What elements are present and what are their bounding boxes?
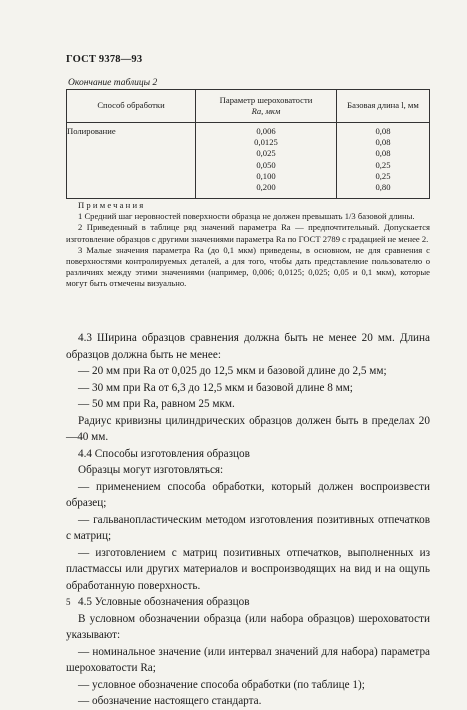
list-item: — 30 мм при Ra от 6,3 до 12,5 мкм и базовой длине 8 мм; (78, 381, 353, 394)
table-cell-method: Полирование (67, 123, 196, 199)
list-item: — 50 мм при Ra, равном 25 мкм. (78, 398, 235, 410)
table-row (67, 123, 430, 199)
note-3: 3 Малые значения параметра Ra (до 0,1 мкм) приведены, в основном, не для сравнения с поверхностями контролируемых деталей, а для того, чтобы дать представление пользователю о различиях между этими значениями (например, 0,006; 0,0125; 0,025; 0,05 и 0,1 мкм), которые могут быть отмечены визуально. (66, 244, 430, 289)
column-header-method: Способ обработки (67, 90, 196, 123)
paragraph: В условном обозначении образца (или набора образцов) шероховатости указывают: (66, 612, 430, 641)
column-header-ra: Параметр шероховатости Ra, мкм (196, 90, 337, 123)
notes-block (66, 200, 430, 290)
note-1: 1 Средний шаг неровностей поверхности образца не должен превышать 1/3 базовой длины. (78, 211, 415, 222)
list-item: — гальванопластическим методом изготовления позитивных отпечатков с матриц; (66, 513, 430, 542)
roughness-table (66, 89, 430, 199)
list-item: — применением способа обработки, который должен воспроизвести образец; (66, 480, 430, 509)
list-item: — изготовлением с матриц позитивных отпечатков, выполненных из пластмассы или других материалов и воспроизводящих на вид и на ощупь обработанную поверхность. (66, 546, 430, 592)
notes-title: Примечания (78, 200, 146, 210)
list-item: — обозначение настоящего стандарта. (78, 695, 262, 707)
list-item: — 20 мм при Ra от 0,025 до 12,5 мкм и базовой длине до 2,5 мм; (78, 365, 387, 377)
section-heading: 4.4 Способы изготовления образцов (78, 447, 250, 460)
table-cell-ra-values: 0,006 0,0125 0,025 0,050 0,100 0,200 (196, 123, 337, 199)
table-caption: Окончание таблицы 2 (68, 78, 158, 88)
table-cell-length-values: 0,08 0,08 0,08 0,25 0,25 0,80 (337, 123, 430, 199)
table-header-row (67, 90, 430, 123)
main-text (66, 330, 430, 710)
list-item: — условное обозначение способа обработки (по таблице 1); (78, 678, 365, 691)
page-number: 5 (66, 597, 71, 607)
list-item: — номинальное значение (или интервал значений для набора) параметра шероховатости Ra; (66, 645, 430, 674)
paragraph: Радиус кривизны цилиндрических образцов должен быть в пределах 20—40 мм. (66, 414, 430, 443)
paragraph: 4.3 Ширина образцов сравнения должна быть не менее 20 мм. Длина образцов должна быть не менее: (66, 332, 430, 361)
paragraph: Образцы могут изготовляться: (78, 464, 224, 476)
document-header: ГОСТ 9378—93 (66, 54, 143, 65)
note-2: 2 Приведенный в таблице ряд значений параметра Ra — предпочтительный. Допускается изготовление образцов с другими значениями параметра Ra по ГОСТ 2789 с градацией не менее 2. (66, 222, 430, 244)
column-header-length: Базовая длина l, мм (337, 90, 430, 123)
section-heading: 4.5 Условные обозначения образцов (78, 596, 250, 608)
